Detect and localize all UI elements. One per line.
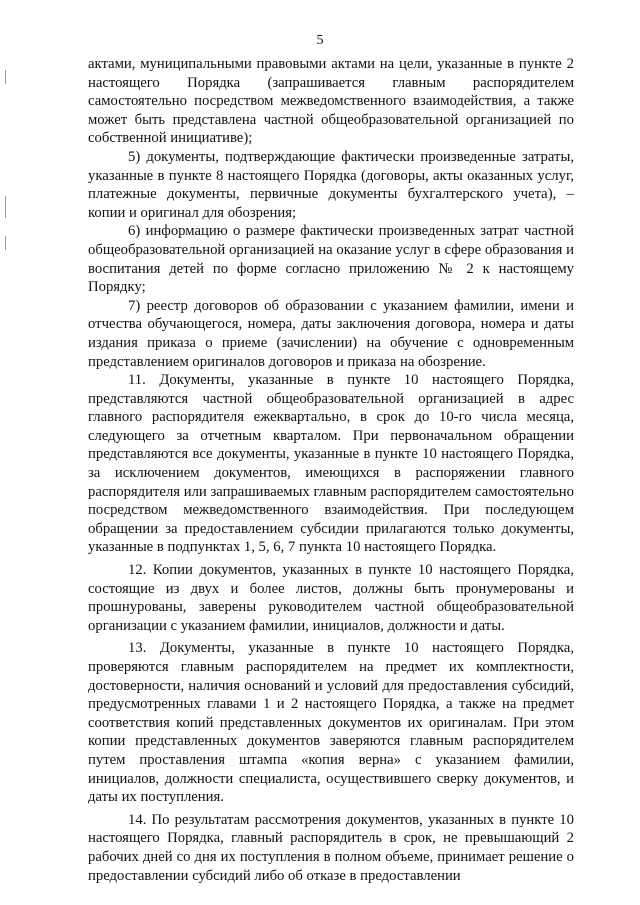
paragraph-clause-13: 13. Документы, указанные в пункте 10 настоящего Порядка, проверяются главным распорядителем на предмет их комплектности, достоверности, наличия оснований и условий для предоставления субсидий, предусмотренных главами 1 и 2 настоящего Порядка, а также на предмет соответствия копий представленных документов их оригиналам. При этом копии представленных документов заверяются главным распорядителем путем проставления штампа «копия верна» с указанием фамилии, инициалов, должности специалиста, осуществившего сверку документов, и даты их поступления. <box>88 640 574 806</box>
page-number: 5 <box>316 33 324 48</box>
paragraph-item-6: 6) информацию о размере фактически произведенных затрат частной общеобразовательной организацией на оказание услуг в сфере образования и воспитания детей по форме согласно приложению № 2 к настоящему Порядку; <box>88 223 574 296</box>
paragraph-item-5: 5) документы, подтверждающие фактически произведенные затраты, указанные в пункте 8 настоящего Порядка (договоры, акты оказанных услуг, платежные документы, первичные документы бухгалтерского учета), – копии и оригинал для обозрения; <box>88 148 574 221</box>
paragraph-clause-14: 14. По результатам рассмотрения документов, указанных в пункте 10 настоящего Порядка, главный распорядитель в срок, не превышающий 2 рабочих дней со дня их поступления в полном объеме, принимает решение о предоставлении субсидий либо об отказе в предоставлении <box>88 811 574 884</box>
document-body <box>88 55 574 885</box>
paragraph-item-4-continuation: актами, муниципальными правовыми актами на цели, указанные в пункте 2 настоящего Порядка (запрашивается главным распорядителем самостоятельно посредством межведомственного взаимодействия, а также может быть представлена частной общеобразовательной организацией по собственной инициативе); <box>88 56 574 147</box>
binding-mark <box>5 236 6 250</box>
paragraph-clause-11: 11. Документы, указанные в пункте 10 настоящего Порядка, представляются частной общеобразовательной организацией в адрес главного распорядителя ежеквартально, в срок до 10-го числа месяца, следующего за отчетным кварталом. При первоначальном обращении представляются все документы, указанные в пункте 10 настоящего Порядка, за исключением документов, имеющихся в распоряжении главного распорядителя или запрашиваемых главным распорядителем самостоятельно посредством межведомственного взаимодействия. При последующем обращении за предоставлением субсидии прилагаются только документы, указанные в подпунктах 1, 5, 6, 7 пункта 10 настоящего Порядка. <box>88 372 574 556</box>
binding-mark <box>5 196 6 218</box>
binding-mark <box>5 70 6 84</box>
paragraph-item-7: 7) реестр договоров об образовании с указанием фамилии, имени и отчества обучающегося, номера, даты заключения договора, номера и даты издания приказа о приеме (зачислении) на обучение с одновременным представлением оригиналов договоров и приказа на обозрение. <box>88 297 574 370</box>
paragraph-clause-12: 12. Копии документов, указанных в пункте 10 настоящего Порядка, состоящие из двух и более листов, должны быть пронумерованы и прошнурованы, заверены руководителем частной общеобразовательной организации с указанием фамилии, инициалов, должности и даты. <box>88 562 574 634</box>
